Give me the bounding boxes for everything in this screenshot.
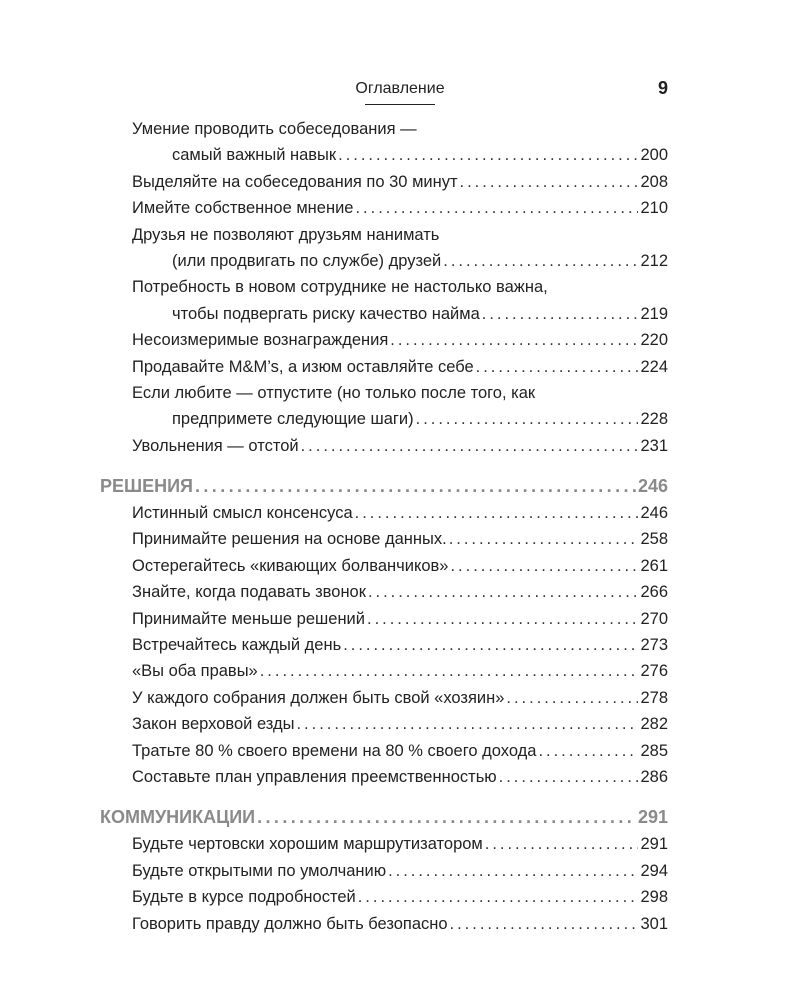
toc-entry[interactable] — [100, 222, 668, 275]
toc-entry-page: 270 — [640, 609, 668, 628]
toc-entry-page: 261 — [640, 556, 668, 575]
toc-entry-title: Если любите — отпустите (но только после того, как — [132, 383, 536, 402]
toc-entry-line — [100, 142, 668, 168]
toc-section-heading[interactable] — [100, 803, 668, 831]
toc-entry[interactable] — [100, 274, 668, 327]
toc-entry-line — [100, 500, 668, 526]
toc-entry-title: Увольнения — отстой — [132, 436, 299, 455]
toc-entry-title: Несоизмеримые вознаграждения — [132, 331, 389, 350]
toc-entry-title: Друзья не позволяют друзьям нанимать — [132, 225, 440, 244]
toc-entry-line — [100, 858, 668, 884]
toc-entry-page: 208 — [640, 172, 668, 191]
toc-entry-page: 291 — [640, 835, 668, 854]
dot-leader — [506, 685, 638, 711]
toc-entry-title: Тратьте 80 % своего времени на 80 % своего дохода — [132, 741, 537, 760]
toc-entry-title: Составьте план управления преемственностью — [132, 767, 497, 786]
toc-entry[interactable] — [100, 195, 668, 221]
dot-leader — [338, 142, 638, 168]
toc-entry-title: Остерегайтесь «кивающих болванчиков» — [132, 556, 449, 575]
toc-entry-page: 286 — [640, 767, 668, 786]
toc-entry-line — [100, 380, 668, 406]
toc-entry-title: предпримете следующие шаги) — [172, 410, 414, 429]
dot-leader — [450, 911, 639, 937]
toc-entry-title: Принимайте меньше решений — [132, 609, 365, 628]
dot-leader — [449, 526, 639, 552]
toc-entry-line — [100, 195, 668, 221]
toc-entry-title: чтобы подвергать риску качество найма — [172, 304, 480, 323]
toc-entry-line — [100, 658, 668, 684]
toc-entry-title: Встречайтесь каждый день — [132, 636, 342, 655]
dot-leader — [460, 169, 639, 195]
toc-entry-page: 200 — [640, 146, 668, 165]
toc-entry-line — [100, 526, 668, 552]
dot-leader — [343, 632, 638, 658]
toc-entry[interactable] — [100, 526, 668, 552]
toc-entry-page: 224 — [640, 357, 668, 376]
dot-leader — [538, 738, 638, 764]
toc-entry-line — [100, 354, 668, 380]
toc-entry-title: Имейте собственное мнение — [132, 199, 354, 218]
toc-entry-line — [100, 169, 668, 195]
toc-entry[interactable] — [100, 606, 668, 632]
toc-section-line — [100, 472, 668, 500]
running-header — [132, 78, 668, 108]
toc-entry-page: 210 — [640, 199, 668, 218]
toc-entry-title: У каждого собрания должен быть свой «хозяин» — [132, 688, 505, 707]
dot-leader — [301, 433, 639, 459]
toc-entry-page: 282 — [640, 715, 668, 734]
toc-entry-line — [100, 553, 668, 579]
toc-entry-line — [100, 911, 668, 937]
section-page: 246 — [637, 476, 668, 497]
dot-leader — [358, 884, 639, 910]
dot-leader — [257, 803, 636, 831]
toc-entry-title: Принимайте решения на основе данных. — [132, 530, 447, 549]
toc-entry-page: 301 — [640, 914, 668, 933]
page-number: 9 — [657, 78, 668, 98]
toc-entry[interactable] — [100, 433, 668, 459]
toc-entry-title: Продавайте M&M’s, а изюм оставляйте себе — [132, 357, 474, 376]
toc-entry-line — [100, 606, 668, 632]
toc-entry[interactable] — [100, 553, 668, 579]
toc-entry-line — [100, 274, 668, 300]
toc-entry-title: Умение проводить собеседования — — [132, 120, 417, 138]
toc-entry-page: 220 — [640, 331, 668, 350]
toc-entry[interactable] — [100, 831, 668, 857]
toc-entry-line — [100, 222, 668, 248]
toc-entry[interactable] — [100, 858, 668, 884]
dot-leader — [296, 711, 638, 737]
toc-entry[interactable] — [100, 327, 668, 353]
toc-entry-line — [100, 884, 668, 910]
header-title: Оглавление — [355, 80, 445, 97]
dot-leader — [355, 500, 639, 526]
toc-entry-line — [100, 327, 668, 353]
dot-leader — [450, 553, 638, 579]
toc-entry-page: 298 — [640, 888, 668, 907]
toc-entry-line — [100, 738, 668, 764]
section-title: РЕШЕНИЯ — [100, 476, 193, 497]
dot-leader — [476, 354, 639, 380]
toc-entry[interactable] — [100, 579, 668, 605]
toc-entry-line — [100, 711, 668, 737]
toc-entry-line — [100, 406, 668, 432]
dot-leader — [388, 858, 638, 884]
toc-entry-title: (или продвигать по службе) друзей — [172, 251, 442, 270]
toc-entry-page: 246 — [640, 504, 668, 523]
dot-leader — [195, 472, 636, 500]
dot-leader — [368, 579, 639, 605]
toc-entry[interactable] — [100, 658, 668, 684]
toc-entry-page: 219 — [640, 304, 668, 323]
table-of-contents — [100, 116, 668, 937]
toc-entry[interactable] — [100, 354, 668, 380]
dot-leader — [416, 406, 639, 432]
toc-entry[interactable] — [100, 884, 668, 910]
toc-entry-line — [100, 579, 668, 605]
dot-leader — [499, 764, 639, 790]
toc-entry-page: 258 — [640, 530, 668, 549]
toc-entry[interactable] — [100, 738, 668, 764]
toc-entry-page: 294 — [640, 861, 668, 880]
toc-entry-title: Потребность в новом сотруднике не настолько важна, — [132, 278, 548, 297]
toc-entry-line — [100, 831, 668, 857]
toc-entry[interactable] — [100, 685, 668, 711]
header-rule — [365, 104, 435, 105]
toc-entry[interactable] — [100, 169, 668, 195]
toc-entry[interactable] — [100, 764, 668, 790]
toc-entry-title: Закон верховой езды — [132, 715, 295, 734]
toc-entry-page: 278 — [640, 688, 668, 707]
toc-section-heading[interactable] — [100, 472, 668, 500]
toc-entry-page: 266 — [640, 583, 668, 602]
toc-entry-title: Истинный смысл консенсуса — [132, 504, 353, 523]
toc-entry-page: 276 — [640, 662, 668, 681]
dot-leader — [355, 195, 638, 221]
toc-entry-line — [100, 248, 668, 274]
toc-entry-title: «Вы оба правы» — [132, 662, 258, 681]
toc-entry[interactable] — [100, 632, 668, 658]
toc-entry-page: 228 — [640, 410, 668, 429]
dot-leader — [390, 327, 638, 353]
toc-entry-page: 285 — [640, 741, 668, 760]
toc-entry-title: Будьте чертовски хорошим маршрутизатором — [132, 835, 483, 854]
toc-entry-title: Будьте в курсе подробностей — [132, 888, 356, 907]
dot-leader — [367, 606, 638, 632]
section-title: КОММУНИКАЦИИ — [100, 807, 256, 828]
dot-leader — [482, 301, 639, 327]
toc-entry[interactable] — [100, 380, 668, 433]
toc-entry-line — [100, 301, 668, 327]
toc-entry-title: самый важный навык — [172, 146, 337, 165]
toc-entry-title: Знайте, когда подавать звонок — [132, 583, 366, 602]
toc-entry-page: 273 — [640, 636, 668, 655]
toc-entry-line — [100, 433, 668, 459]
toc-entry[interactable] — [100, 116, 668, 169]
toc-entry-title: Выделяйте на собеседования по 30 минут — [132, 172, 458, 191]
toc-entry-line — [100, 632, 668, 658]
section-page: 291 — [637, 807, 668, 828]
dot-leader — [485, 831, 639, 857]
toc-entry[interactable] — [100, 911, 668, 937]
dot-leader — [443, 248, 638, 274]
toc-entry[interactable] — [100, 711, 668, 737]
toc-entry-page: 231 — [640, 436, 668, 455]
toc-entry[interactable] — [100, 500, 668, 526]
toc-entry-line — [100, 116, 668, 142]
toc-entry-line — [100, 764, 668, 790]
toc-entry-line — [100, 685, 668, 711]
dot-leader — [260, 658, 639, 684]
toc-section-line — [100, 803, 668, 831]
toc-entry-page: 212 — [640, 251, 668, 270]
toc-entry-title: Говорить правду должно быть безопасно — [132, 914, 448, 933]
toc-entry-title: Будьте открытыми по умолчанию — [132, 861, 387, 880]
